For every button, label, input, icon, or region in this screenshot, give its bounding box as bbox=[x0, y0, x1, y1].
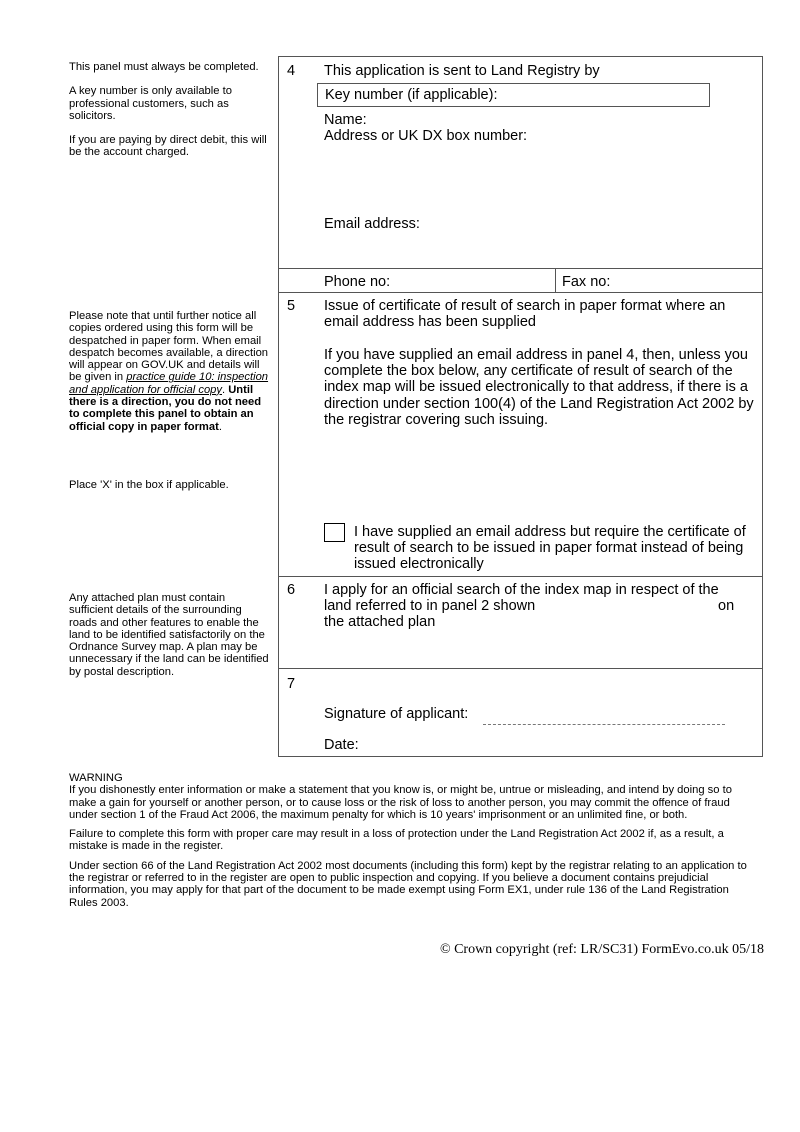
panel5-x-note: Place 'X' in the box if applicable. bbox=[69, 479, 229, 491]
panel-4 bbox=[278, 56, 763, 293]
fax-label: Fax no: bbox=[562, 274, 611, 290]
signature-line[interactable] bbox=[483, 724, 725, 725]
name-label: Name: bbox=[324, 112, 367, 128]
panel6-line2: land referred to in panel 2 shown bbox=[324, 598, 536, 614]
panel6-on: on bbox=[718, 598, 735, 614]
panel-6 bbox=[278, 576, 763, 669]
panel-number: 6 bbox=[287, 582, 296, 598]
panel-number: 7 bbox=[287, 676, 296, 692]
copyright: © Crown copyright (ref: LR/SC31) FormEvo.co.uk 05/18 bbox=[439, 942, 764, 957]
warning-title: WARNING bbox=[69, 772, 123, 784]
panel6-note: Any attached plan must contain sufficient details of the surrounding roads and other features to enable the land to be identified satisfactorily on the Ordnance Survey map. A plan may be unnecessary if the land can be identified by postal description. bbox=[69, 592, 269, 678]
panel-number: 4 bbox=[287, 63, 296, 79]
panel-number: 5 bbox=[287, 298, 296, 314]
panel-7 bbox=[278, 668, 763, 757]
panel4-note-key-number: A key number is only available to professional customers, such as solicitors. bbox=[69, 85, 232, 122]
panel-5 bbox=[278, 292, 763, 577]
panel5-title: Issue of certificate of result of search in paper format where an email address has been supplied bbox=[324, 298, 726, 331]
date-label: Date: bbox=[324, 737, 359, 753]
panel5-note-bold: Until there is a direction, you do not need to complete this panel to obtain an official copy in paper format bbox=[69, 383, 262, 433]
panel4-note-required: This panel must always be completed. bbox=[69, 61, 259, 73]
panel5-note: Please note that until further notice all copies ordered using this form will be despatched in paper form. When email despatch becomes available, a direction will appear on GOV.UK and details will be given in practice guide 10: inspection and application for official copy. Until there is a direction, you do not need to complete this panel to obtain an official copy in paper format. bbox=[69, 310, 269, 433]
footer bbox=[69, 772, 749, 916]
key-number-field[interactable] bbox=[317, 83, 710, 107]
section66-text: Under section 66 of the Land Registration Act 2002 most documents (including this form) kept by the registrar relating to an application to the registrar or referred to in the register are open to public inspection and copying. If you believe a document contains prejudicial information, you may apply for that part of the document to be made exempt using Form EX1, under rule 136 of the Land Registration Rules 2003. bbox=[69, 859, 747, 909]
practice-guide-link[interactable]: practice guide 10: inspection and application for official copy bbox=[69, 371, 269, 396]
email-label: Email address: bbox=[324, 216, 420, 232]
divider bbox=[279, 268, 762, 269]
divider bbox=[555, 268, 556, 293]
failure-text: Failure to complete this form with proper care may result in a loss of protection under the Land Registration Act 2002 if, as a result, a mistake is made in the register. bbox=[69, 828, 724, 853]
key-number-label: Key number (if applicable): bbox=[325, 87, 498, 103]
paper-format-label: I have supplied an email address but require the certificate of result of search to be issued in paper format instead of being issued electronically bbox=[354, 524, 746, 573]
panel4-title: This application is sent to Land Registry by bbox=[324, 63, 600, 79]
panel4-note-direct-debit: If you are paying by direct debit, this will be the account charged. bbox=[69, 134, 267, 159]
signature-label: Signature of applicant: bbox=[324, 706, 469, 722]
phone-label: Phone no: bbox=[324, 274, 391, 290]
paper-format-checkbox[interactable] bbox=[324, 523, 345, 542]
address-label: Address or UK DX box number: bbox=[324, 128, 528, 144]
panel6-line1: I apply for an official search of the index map in respect of the bbox=[324, 582, 719, 598]
panel4-notes bbox=[69, 61, 269, 159]
panel5-body: If you have supplied an email address in panel 4, then, unless you complete the box below, any certificate of result of search of the index map will be issued electronically to that address, if there is a direction under section 100(4) of the Land Registration Act 2002 by the registrar covering such issuing. bbox=[324, 347, 754, 428]
warning-text: If you dishonestly enter information or make a statement that you know is, or might be, untrue or misleading, and intend by doing so to make a gain for yourself or another person, or to cause loss or the risk of loss to another person, you may commit the offence of fraud under section 1 of the Fraud Act 2006, the maximum penalty for which is 10 years' imprisonment or an unlimited fine, or both. bbox=[69, 784, 732, 821]
panel5-note-text: Please note that until further notice all copies ordered using this form will be despatched in paper form. When email despatch becomes available, a direction will appear on GOV.UK and details will be given in bbox=[69, 310, 269, 384]
panel6-line3: the attached plan bbox=[324, 614, 436, 630]
